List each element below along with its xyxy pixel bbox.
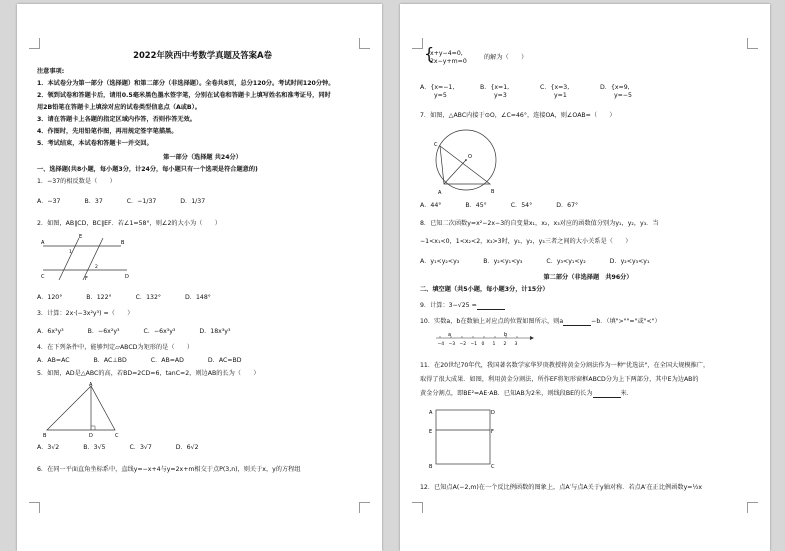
option: A．120° <box>37 294 63 301</box>
question-1-options <box>37 198 368 206</box>
question-3-stem: 3．计算：2x·(−3x²y³) =（ ） <box>37 310 134 317</box>
option: B．45° <box>465 202 487 209</box>
q6-system-eq2: 2x−y+m=0 <box>430 58 467 65</box>
fig7-label: C <box>434 142 438 148</box>
number-line-tick-label: 3 <box>514 342 518 347</box>
fig2-label: C <box>41 274 45 280</box>
option: D．148° <box>185 294 211 301</box>
fig7-label: O <box>468 154 472 160</box>
question-10: 10．实数a，b在数轴上对应点的位置如图所示，则a −b．（填">""="或"<"） <box>420 318 661 325</box>
notice-line: 4．作图时，先用铅笔作图，再用规定签字笔描黑。 <box>37 128 178 135</box>
option: C．54° <box>510 202 533 209</box>
question-4-stem: 4．在下列条件中，能够判定▱ABCD为矩形的是（ ） <box>37 344 194 351</box>
notice-line: 1．本试卷分为第一部分（选择题）和第二部分（非选择题）。全卷共8页，总分120分。考试时间120分钟。 <box>37 80 335 87</box>
point-label-b: b <box>504 332 508 338</box>
part2-heading: 第二部分（非选择题 共96分） <box>543 274 633 281</box>
fig2-label: 2 <box>95 265 98 270</box>
question-1-stem: 1．−37的相反数是（ ） <box>37 178 116 185</box>
option: C．3√7 <box>129 444 152 451</box>
number-line-tick-label: −2 <box>459 342 467 347</box>
q6-option-d: D．{x=9, <box>600 84 630 91</box>
fig2-label: F <box>85 276 88 282</box>
answer-blank[interactable] <box>563 319 591 326</box>
option: A．y₁<y₂<y₃ <box>420 258 460 265</box>
option: C．−1/37 <box>126 198 157 205</box>
option: D．18x³y³ <box>199 328 231 335</box>
section1-heading: 一、选择题(共8小题，每小题3分，计24分，每小题只有一个选项是符合题意的) <box>37 166 258 173</box>
q6-option-c-bottom: y=1 <box>554 92 567 99</box>
q6-option-a: A．{x=−1, <box>420 84 455 91</box>
number-line-tick-label: −4 <box>437 342 445 347</box>
fig2-label: E <box>79 234 83 240</box>
fig2-label: D <box>125 274 129 280</box>
option: D．6√2 <box>175 444 199 451</box>
fig5-label: D <box>89 433 93 438</box>
notice-line: 2．领到试卷和答题卡后，请用0.5毫米黑色墨水签字笔，分别在试卷和答题卡上填写姓名和准考证号，同时 <box>37 92 331 99</box>
number-line-tick-label: −3 <box>448 342 456 347</box>
notice-line: 5．考试结束，本试卷和答题卡一并交回。 <box>37 140 153 147</box>
question-5-stem: 5．如图，AD是△ABC的高，若BD=2CD=6，tanC=2，则边AB的长为（ ） <box>37 370 260 377</box>
answer-blank[interactable] <box>593 391 621 398</box>
fig7-label: A <box>438 190 442 196</box>
question-8-line1: 8．已知二次函数y=x²−2x−3的自变量x₁，x₂，x₃对应的函数值分别为y₁，y₂，y₃．当 <box>420 220 659 227</box>
fig11-label: E <box>429 429 433 435</box>
question-11-line3: 黄金分割点，即BE²=AE·AB．已知AB为2米，则线段BE的长为 米． <box>420 390 633 397</box>
q6-option-a-bottom: y=5 <box>434 92 447 99</box>
question-12: 12．已知点A(−2,m)在一个反比例函数的图象上，点A′与点A关于y轴对称．若点A′在正比例函数y=½x <box>420 484 703 491</box>
figure-inscribed-triangle <box>428 124 504 198</box>
option: A．44° <box>420 202 442 209</box>
notice-heading: 注意事项: <box>37 68 65 75</box>
fig7-label: B <box>491 189 495 195</box>
option: B．AC⊥BD <box>93 357 127 364</box>
fig2-label: B <box>121 240 125 246</box>
question-8-line2: −1<x₁<0，1<x₂<2，x₃>3时，y₁，y₂，y₃三者之间的大小关系是（ ） <box>420 238 632 245</box>
option: B．122° <box>86 294 112 301</box>
option: A．−37 <box>37 198 61 205</box>
option: D．AC=BD <box>207 357 242 364</box>
figure-parallel-lines <box>41 234 131 282</box>
section2-heading: 二、填空题（共5小题，每小题3分，计15分） <box>420 286 549 293</box>
exam-title: 2022年陕西中考数学真题及答案A卷 <box>133 50 272 60</box>
figure-rectangle-window <box>428 406 498 470</box>
fig5-label: C <box>115 433 119 438</box>
question-2-options <box>37 294 368 302</box>
option: B．37 <box>84 198 103 205</box>
option: D．67° <box>556 202 579 209</box>
part1-heading: 第一部分（选择题 共24分） <box>163 154 242 161</box>
q6-option-c: C．{x=3, <box>540 84 570 91</box>
option: A．3√2 <box>37 444 60 451</box>
fig11-label: A <box>429 410 433 416</box>
fig2-label: A <box>41 240 45 246</box>
question-3-options <box>37 328 368 336</box>
option: C．AB=AD <box>150 357 184 364</box>
fig11-label: C <box>491 464 495 470</box>
option: D．y₂<y₃<y₁ <box>609 258 650 265</box>
question-4-options <box>37 357 368 365</box>
option: C．y₃<y₁<y₂ <box>546 258 586 265</box>
fig2-label: 1 <box>69 250 72 255</box>
figure-number-line <box>434 330 534 352</box>
option: C．−6x³y³ <box>143 328 176 335</box>
document-page-right <box>400 4 770 551</box>
question-2-stem: 2．如图，AB∥CD，BC∥EF．若∠1=58°，则∠2的大小为（ ） <box>37 220 221 227</box>
question-11-line1: 11．在20世纪70年代，我国著名数学家华罗庚教授将黄金分割法作为一种"优选法"，在全国大规模推广， <box>420 362 710 369</box>
fig5-label: B <box>43 433 47 438</box>
number-line-tick-label: −1 <box>470 342 478 347</box>
q6-option-b: B．{x=1, <box>480 84 510 91</box>
question-11-line2: 取得了很大成果．如图，利用黄金分割法，所作EF将矩形窗框ABCD分为上下两部分，其中E为边AB的 <box>420 376 699 383</box>
answer-blank[interactable] <box>477 303 505 310</box>
q6-option-b-bottom: y=3 <box>494 92 507 99</box>
fig11-label: F <box>491 429 494 435</box>
option: A．6x³y³ <box>37 328 64 335</box>
fig11-label: D <box>491 410 495 416</box>
option: A．AB=AC <box>37 357 70 364</box>
q6-option-d-bottom: y=−5 <box>614 92 632 99</box>
q6-system-eq1: x+y−4=0, <box>430 50 463 57</box>
question-7-stem: 7．如图，△ABC内接于⊙O，∠C=46°，连接OA，则∠OAB=（ ） <box>420 112 616 119</box>
question-8-options <box>420 258 756 266</box>
fig5-label: A <box>89 382 93 388</box>
option: B．y₂<y₁<y₃ <box>483 258 523 265</box>
number-line-tick-label: 2 <box>503 342 507 347</box>
document-page-left <box>17 4 382 551</box>
fig11-label: B <box>429 464 433 470</box>
brace: { <box>424 44 435 63</box>
q6-tail: 的解为（ ） <box>484 54 528 61</box>
question-6-stem: 6．在同一平面直角坐标系中，直线y=−x+4与y=2x+m相交于点P(3,n)，则关于x，y的方程组 <box>37 466 301 473</box>
option: B．3√5 <box>83 444 106 451</box>
option: D．1/37 <box>180 198 206 205</box>
option: C．132° <box>135 294 162 301</box>
question-7-options <box>420 202 756 210</box>
number-line-tick-label: 1 <box>492 342 496 347</box>
option: B．−6x²y³ <box>87 328 120 335</box>
question-5-options <box>37 444 368 452</box>
figure-triangle-altitude <box>43 382 123 438</box>
point-label-a: a <box>448 332 452 338</box>
question-9: 9．计算：3−√25 = <box>420 302 756 310</box>
notice-line: 3．请在答题卡上各题的指定区域内作答，否则作答无效。 <box>37 116 196 123</box>
number-line-tick-label: 0 <box>481 342 485 347</box>
notice-line: 用2B铅笔在答题卡上填涂对应的试卷类型信息点（A或B）。 <box>37 104 201 111</box>
